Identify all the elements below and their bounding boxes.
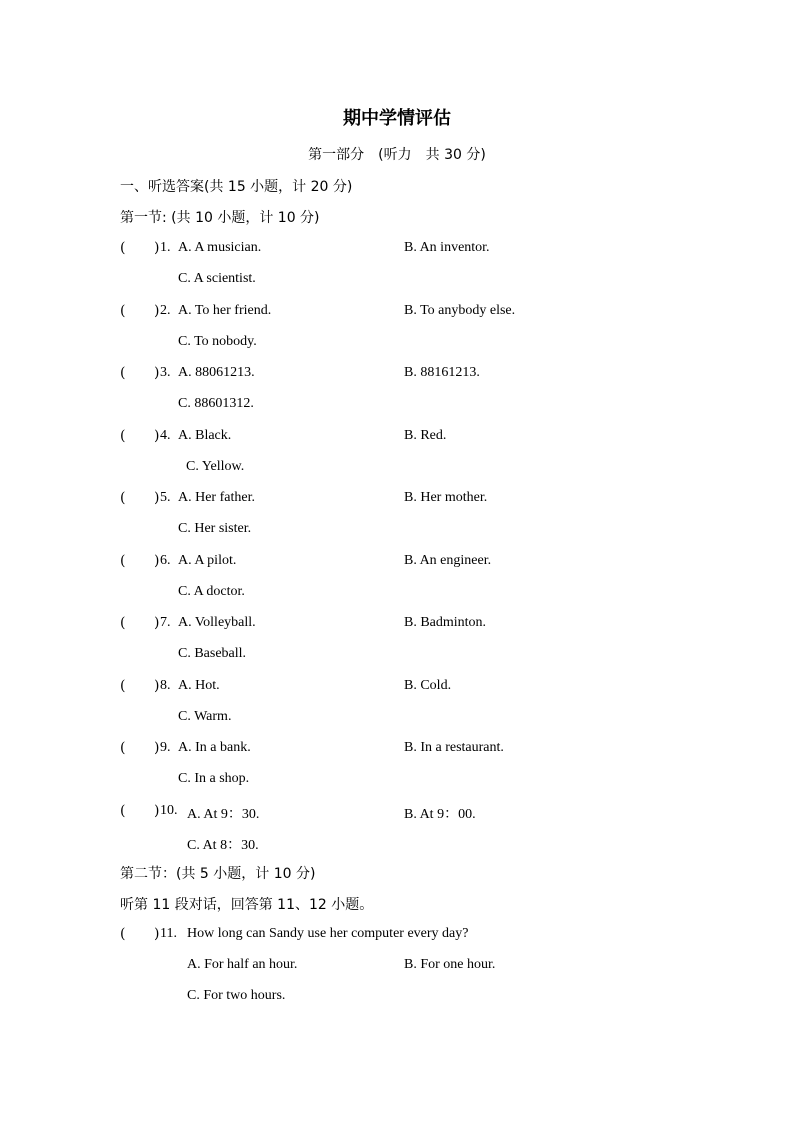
- instruction-text: 听第 11 段对话，回答第 11、12 小题。: [120, 897, 374, 913]
- option-c: C. Baseball.: [178, 646, 247, 661]
- option-b: B. Her mother.: [404, 490, 488, 505]
- question-row: [120, 553, 680, 573]
- option-c: C. Yellow.: [186, 459, 245, 474]
- option-b: B. Red.: [404, 428, 447, 443]
- option-b: B. For one hour.: [404, 957, 496, 972]
- answer-blank[interactable]: ( ): [120, 553, 160, 569]
- answer-blank[interactable]: ( ): [120, 428, 160, 444]
- option-row: [120, 396, 680, 416]
- question-row: [120, 428, 680, 448]
- question-number: 9.: [160, 740, 171, 755]
- question-number: 5.: [160, 490, 171, 505]
- option-c: C. A doctor.: [178, 584, 245, 599]
- option-a: A. At 9：30.: [187, 807, 260, 822]
- page-subtitle: 第一部分 (听力 共 30 分): [308, 147, 486, 163]
- page-title: 期中学情评估: [343, 108, 451, 129]
- answer-blank[interactable]: ( ): [120, 303, 160, 319]
- option-a: A. For half an hour.: [187, 957, 298, 972]
- option-a: A. Volleyball.: [178, 615, 256, 630]
- option-row: [120, 334, 680, 354]
- answer-blank[interactable]: ( ): [120, 365, 160, 381]
- question-number: 4.: [160, 428, 171, 443]
- question-row: [120, 803, 680, 823]
- option-row: [120, 521, 680, 541]
- answer-blank[interactable]: ( ): [120, 678, 160, 694]
- answer-blank[interactable]: ( ): [120, 240, 160, 256]
- question-number: 1.: [160, 240, 171, 255]
- option-c: C. For two hours.: [187, 988, 286, 1003]
- option-c: C. To nobody.: [178, 334, 257, 349]
- question-row: [120, 490, 680, 510]
- option-row: [120, 459, 680, 479]
- option-c: C. In a shop.: [178, 771, 250, 786]
- option-a: A. 88061213.: [178, 365, 255, 380]
- option-b: B. At 9：00.: [404, 807, 476, 822]
- option-b: B. An engineer.: [404, 553, 492, 568]
- option-row: [120, 988, 680, 1008]
- option-a: A. In a bank.: [178, 740, 251, 755]
- option-b: B. In a restaurant.: [404, 740, 504, 755]
- question-number: 6.: [160, 553, 171, 568]
- option-row: [120, 834, 680, 854]
- part-heading-2: 第二节：(共 5 小题，计 10 分): [120, 866, 316, 882]
- option-row: [120, 271, 680, 291]
- option-a: A. Hot.: [178, 678, 220, 693]
- option-b: B. Badminton.: [404, 615, 487, 630]
- option-c: C. At 8：30.: [187, 838, 259, 853]
- option-row: [120, 771, 680, 791]
- option-b: B. An inventor.: [404, 240, 490, 255]
- question-row: [120, 615, 680, 635]
- question-number: 11.: [160, 926, 177, 941]
- option-c: C. Warm.: [178, 709, 232, 724]
- option-a: A. Her father.: [178, 490, 255, 505]
- question-number: 8.: [160, 678, 171, 693]
- option-b: B. To anybody else.: [404, 303, 516, 318]
- option-a: A. To her friend.: [178, 303, 272, 318]
- answer-blank[interactable]: ( ): [120, 615, 160, 631]
- answer-blank[interactable]: ( ): [120, 740, 160, 756]
- question-row: [120, 303, 680, 323]
- question-stem: How long can Sandy use her computer every day?: [187, 926, 469, 941]
- option-b: B. Cold.: [404, 678, 452, 693]
- option-c: C. Her sister.: [178, 521, 252, 536]
- option-a: A. Black.: [178, 428, 232, 443]
- option-c: C. A scientist.: [178, 271, 256, 286]
- question-row: [120, 365, 680, 385]
- option-a: A. A pilot.: [178, 553, 237, 568]
- option-b: B. 88161213.: [404, 365, 480, 380]
- answer-blank[interactable]: ( ): [120, 926, 160, 942]
- section-heading: 一、听选答案(共 15 小题，计 20 分): [120, 179, 353, 195]
- question-row: [120, 740, 680, 760]
- option-row: [120, 957, 680, 977]
- question-row: [120, 926, 680, 946]
- option-row: [120, 646, 680, 666]
- question-number: 2.: [160, 303, 171, 318]
- option-row: [120, 584, 680, 604]
- question-row: [120, 678, 680, 698]
- question-row: [120, 240, 680, 260]
- question-number: 3.: [160, 365, 171, 380]
- question-number: 10.: [160, 803, 178, 818]
- part-heading-1: 第一节: (共 10 小题，计 10 分): [120, 210, 320, 226]
- answer-blank[interactable]: ( ): [120, 490, 160, 506]
- answer-blank[interactable]: ( ): [120, 803, 160, 819]
- question-number: 7.: [160, 615, 171, 630]
- option-row: [120, 709, 680, 729]
- option-c: C. 88601312.: [178, 396, 254, 411]
- option-a: A. A musician.: [178, 240, 262, 255]
